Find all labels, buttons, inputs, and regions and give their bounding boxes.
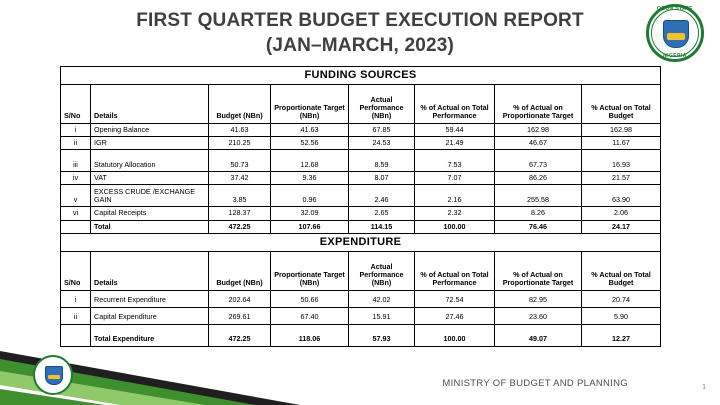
cell-prop-target: 9.36 [271, 172, 349, 185]
logo-top-text: OGUN STATE [656, 6, 694, 12]
col-header-pct-total-perf: % of Actual on Total Performance [415, 84, 495, 123]
cell-details: Total Expenditure [91, 324, 209, 346]
section-band-expenditure: EXPENDITURE [61, 234, 661, 252]
col-header-pct-prop-target: % of Actual on Proportionate Target [495, 84, 582, 123]
col-header-prop-target: Proportionate Target (NBn) [271, 84, 349, 123]
page-number: 1 [702, 384, 706, 391]
cell-prop-target: 0.96 [271, 185, 349, 207]
cell-details: EXCESS CRUDE /EXCHANGE GAIN [91, 185, 209, 207]
cell-actual: 42.02 [349, 290, 415, 307]
cell-pct-total-budget: 63.90 [582, 185, 661, 207]
cell-sno: iv [61, 172, 91, 185]
cell-pct-total-perf: 100.00 [415, 220, 495, 233]
cell-pct-prop-target: 82.95 [495, 290, 582, 307]
table-row [61, 307, 661, 324]
cell-budget: 41.63 [209, 123, 271, 136]
logo-bottom-text: NIGERIA [663, 53, 687, 59]
cell-prop-target: 32.09 [271, 207, 349, 220]
col-header-budget: Budget (NBn) [209, 84, 271, 123]
cell-pct-prop-target: 8.26 [495, 207, 582, 220]
table-total-row [61, 324, 661, 346]
cell-budget: 210.25 [209, 136, 271, 149]
cell-pct-total-perf: 2.32 [415, 207, 495, 220]
col-header-sno: S/No [61, 84, 91, 123]
footer-decoration [0, 345, 720, 405]
table-row [61, 207, 661, 220]
cell-budget: 472.25 [209, 324, 271, 346]
budget-execution-table [60, 66, 661, 347]
cell-budget: 472.25 [209, 220, 271, 233]
cell-pct-total-perf: 7.53 [415, 150, 495, 172]
cell-actual: 2.65 [349, 207, 415, 220]
ogun-state-logo-icon [646, 4, 708, 62]
cell-details: Statutory Allocation [91, 150, 209, 172]
cell-actual: 15.91 [349, 307, 415, 324]
table-row [61, 185, 661, 207]
cell-pct-total-perf: 100.00 [415, 324, 495, 346]
cell-prop-target: 118.06 [271, 324, 349, 346]
cell-sno: ii [61, 307, 91, 324]
cell-pct-prop-target: 76.46 [495, 220, 582, 233]
cell-pct-total-budget: 12.27 [582, 324, 661, 346]
table-header-row-expenditure [61, 251, 661, 290]
footer-logo-shield-icon [45, 366, 63, 385]
cell-prop-target: 12.68 [271, 150, 349, 172]
table-row [61, 123, 661, 136]
page-title [60, 8, 660, 58]
cell-pct-total-budget: 162.98 [582, 123, 661, 136]
cell-pct-prop-target: 49.07 [495, 324, 582, 346]
cell-details: Recurrent Expenditure [91, 290, 209, 307]
cell-actual: 2.46 [349, 185, 415, 207]
cell-pct-total-budget: 21.57 [582, 172, 661, 185]
cell-details: IGR [91, 136, 209, 149]
cell-pct-prop-target: 86.26 [495, 172, 582, 185]
cell-sno [61, 220, 91, 233]
cell-pct-prop-target: 46.67 [495, 136, 582, 149]
cell-sno: ii [61, 136, 91, 149]
col-header-pct-total-perf: % of Actual on Total Performance [415, 251, 495, 290]
cell-sno [61, 324, 91, 346]
table-row [61, 290, 661, 307]
col-header-details: Details [91, 84, 209, 123]
cell-details: VAT [91, 172, 209, 185]
cell-sno: i [61, 290, 91, 307]
col-header-actual-perf: Actual Performance (NBn) [349, 251, 415, 290]
table-row [61, 150, 661, 172]
cell-sno: vi [61, 207, 91, 220]
cell-pct-total-perf: 21.49 [415, 136, 495, 149]
cell-budget: 128.37 [209, 207, 271, 220]
col-header-prop-target: Proportionate Target (NBn) [271, 251, 349, 290]
cell-pct-total-budget: 20.74 [582, 290, 661, 307]
cell-budget: 3.85 [209, 185, 271, 207]
cell-pct-prop-target: 23.60 [495, 307, 582, 324]
logo-shield-icon [663, 20, 689, 48]
cell-actual: 24.53 [349, 136, 415, 149]
col-header-pct-total-budget: % Actual on Total Budget [582, 84, 661, 123]
table-row [61, 136, 661, 149]
cell-pct-total-budget: 24.17 [582, 220, 661, 233]
table-total-row [61, 220, 661, 233]
title-line-2: (JAN–MARCH, 2023) [265, 35, 455, 57]
cell-actual: 67.85 [349, 123, 415, 136]
col-header-sno: S/No [61, 251, 91, 290]
cell-prop-target: 52.56 [271, 136, 349, 149]
cell-pct-total-perf: 72.54 [415, 290, 495, 307]
cell-pct-total-budget: 11.67 [582, 136, 661, 149]
cell-actual: 114.15 [349, 220, 415, 233]
cell-budget: 202.64 [209, 290, 271, 307]
cell-pct-prop-target: 255.58 [495, 185, 582, 207]
col-header-pct-total-budget: % Actual on Total Budget [582, 251, 661, 290]
col-header-budget: Budget (NBn) [209, 251, 271, 290]
cell-pct-prop-target: 67.73 [495, 150, 582, 172]
cell-prop-target: 50.66 [271, 290, 349, 307]
col-header-pct-prop-target: % of Actual on Proportionate Target [495, 251, 582, 290]
cell-prop-target: 41.63 [271, 123, 349, 136]
cell-budget: 50.73 [209, 150, 271, 172]
cell-sno: i [61, 123, 91, 136]
cell-pct-total-budget: 2.06 [582, 207, 661, 220]
cell-details: Opening Balance [91, 123, 209, 136]
col-header-actual-perf: Actual Performance (NBn) [349, 84, 415, 123]
table-header-row-funding [61, 84, 661, 123]
section-band-row [61, 67, 661, 85]
cell-sno: v [61, 185, 91, 207]
cell-pct-total-budget: 5.90 [582, 307, 661, 324]
cell-prop-target: 67.40 [271, 307, 349, 324]
cell-details: Capital Receipts [91, 207, 209, 220]
cell-details: Capital Expenditure [91, 307, 209, 324]
cell-actual: 8.07 [349, 172, 415, 185]
cell-budget: 269.61 [209, 307, 271, 324]
cell-actual: 57.93 [349, 324, 415, 346]
cell-budget: 37.42 [209, 172, 271, 185]
cell-actual: 8.59 [349, 150, 415, 172]
cell-pct-total-perf: 27.46 [415, 307, 495, 324]
section-band-row [61, 234, 661, 252]
cell-prop-target: 107.66 [271, 220, 349, 233]
cell-pct-total-budget: 16.93 [582, 150, 661, 172]
cell-details: Total [91, 220, 209, 233]
section-band-funding: FUNDING SOURCES [61, 67, 661, 85]
col-header-details: Details [91, 251, 209, 290]
cell-pct-total-perf: 2.16 [415, 185, 495, 207]
footer-ministry-label: MINISTRY OF BUDGET AND PLANNING [442, 378, 628, 389]
table-row [61, 172, 661, 185]
cell-pct-total-perf: 7.07 [415, 172, 495, 185]
cell-sno: iii [61, 150, 91, 172]
cell-pct-total-perf: 59.44 [415, 123, 495, 136]
cell-pct-prop-target: 162.98 [495, 123, 582, 136]
title-line-1: FIRST QUARTER BUDGET EXECUTION REPORT [136, 10, 584, 31]
ogun-state-logo-footer-icon [33, 355, 73, 395]
